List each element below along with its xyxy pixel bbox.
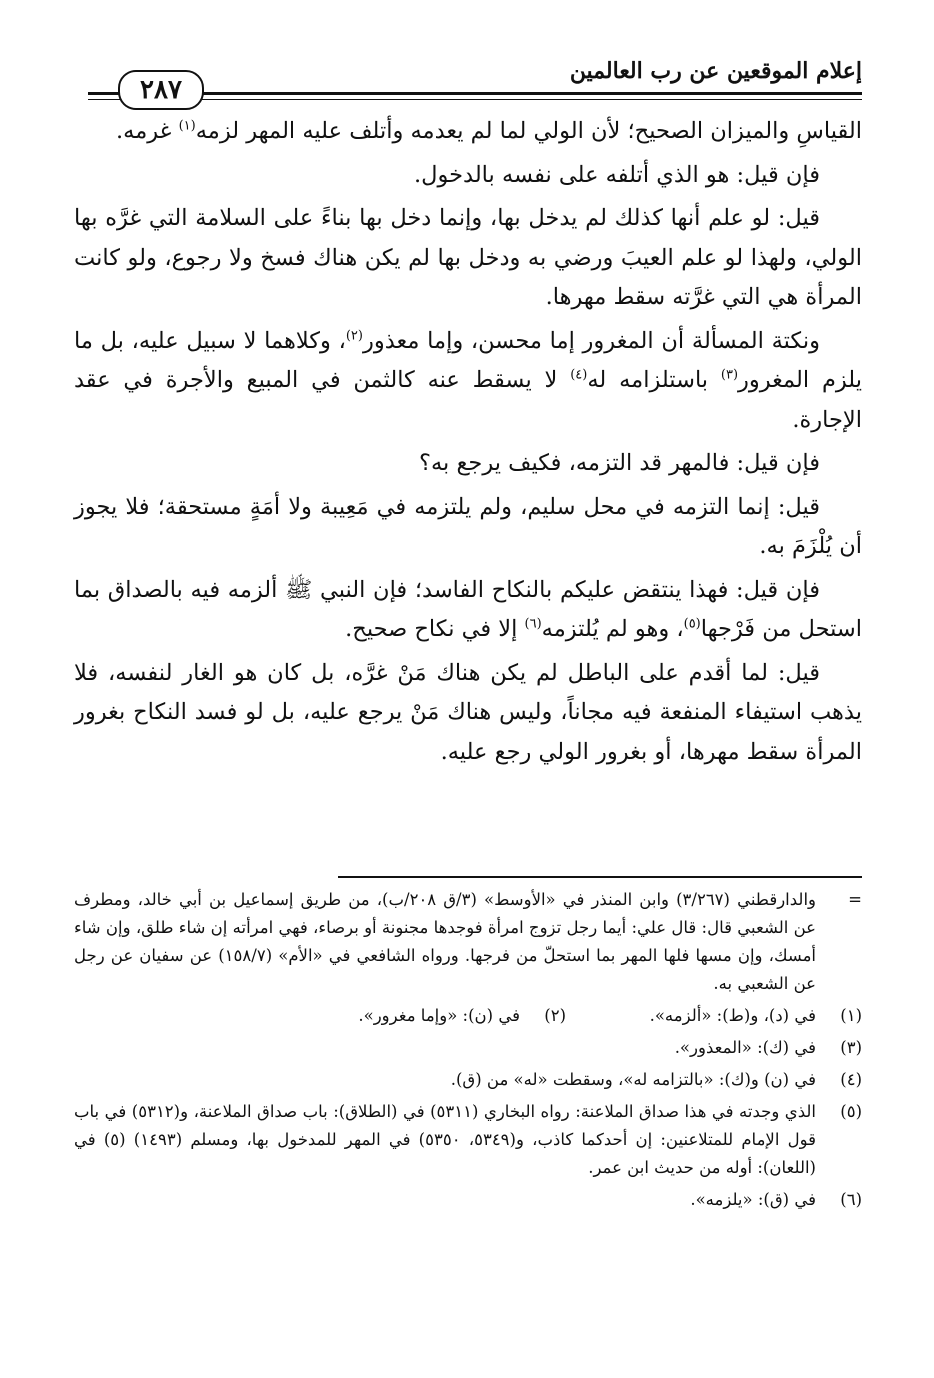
paragraph: قيل: لما أقدم على الباطل لم يكن هناك مَنْ غرَّه، بل كان هو الغار لنفسه، فلا يذهب استيفاء المنفعة فيه مجاناً، وليس هناك مَنْ يرجع عليه، بل لو فسد النكاح بغرور المرأة سقط مهرها، أو بغرور الولي رجع عليه.	[74, 659, 862, 765]
footnote: (٦) في (ق): «يلزمه».	[690, 1190, 862, 1209]
paragraph: فإن قيل: هو الذي أتلفه على نفسه بالدخول.	[413, 161, 820, 188]
footnote-ref: (٦)	[524, 616, 542, 632]
footnote: (٣) في (ك): «المعذور».	[674, 1038, 862, 1057]
footnote: (٤) في (ن) و(ك): «بالتزامه له»، وسقطت «له» من (ق).	[450, 1070, 862, 1089]
footnote-ref: (٥)	[683, 616, 701, 632]
footnote: (٥) الذي وجدته في هذا صداق الملاعنة: رواه البخاري (٥٣١١) في (الطلاق): باب صداق الملاعنة، و(٥٣١٢) في باب قول الإمام للمتلاعنين: إن أحدكما كاذب، و(٥٣٤٩، ٥٣٥٠) في المهر للمدخول بها، ومسلم (١٤٩٣) (٥) في (اللعان): أوله من حديث ابن عمر.	[74, 1102, 862, 1177]
page-number: ٢٨٧	[140, 75, 182, 105]
paragraph: ونكتة المسألة أن المغرور إما محسن، وإما معذور$^{(٢)}$، وكلاهما لا سبيل عليه، بل ما يلزم المغرور$^{(٣)}$ باستلزامه له$^{(٤)}$ لا يسقط عنه كالثمن في المبيع والأجرة في عقد الإجارة.	[74, 327, 862, 433]
main-text	[74, 112, 862, 776]
footnote-ref: (١)	[178, 118, 196, 134]
paragraph: فإن قيل: فهذا ينتقض عليكم بالنكاح الفاسد؛ فإن النبي ﷺ ألزمه فيه بالصداق بما استحل من فَرْجها$^{(٥)}$، وهو لم يُلتزمه$^{(٦)}$ إلا في نكاح صحيح.	[74, 576, 862, 642]
page-number-badge	[118, 70, 204, 110]
paragraph: فإن قيل: فالمهر قد التزمه، فكيف يرجع به؟	[419, 450, 820, 476]
footnote-separator	[338, 876, 862, 878]
footnote-ref: (٣)	[720, 367, 739, 383]
footnote-ref: (٢)	[345, 328, 363, 343]
footnote-continuation: = والدارقطني (٣/٢٦٧) وابن المنذر في «الأوسط» (٣/ق ٢٠٨/ب)، من طريق إسماعيل بن أبي خالد، ومطرف عن الشعبي قال: قال علي: أيما رجل تزوج امرأة فوجدها مجنونة أو برصاء، فهي امرأته إن شاء طلق، وإن شاء أمسك، وإن مسها فلها المهر بما استحلّ من فرجها. ورواه الشافعي في «الأم» (١٥٨/٧) عن سفيان عن رجل عن الشعبي به.	[74, 890, 862, 993]
paragraph: قيل: لو علم أنها كذلك لم يدخل بها، وإنما دخل بها بناءً على السلامة التي غرَّه بها الولي، ولهذا لو علم العيبَ ورضي به ودخل بها لم يكن هناك فسخ ولا رجوع، ولو كانت المرأة هي التي غرَّته سقط مهرها.	[74, 205, 862, 310]
paragraph: القياسِ والميزان الصحيح؛ لأن الولي لما لم يعدمه وأتلف عليه المهر لزمه$^{(١)}$ غرمه.	[115, 118, 862, 144]
footnote-ref: (٤)	[570, 367, 588, 383]
header-rule-thick	[88, 92, 862, 95]
running-header-title: إعلام الموقعين عن رب العالمين	[569, 58, 862, 84]
paragraph: قيل: إنما التزمه في محل سليم، ولم يلتزمه في مَعِيبة ولا أمَةٍ مستحقة؛ فلا يجوز أن يُلْزَمَ به.	[74, 493, 862, 559]
footnote-pair: (١) في (د)، و(ط): «ألزمه». (٢) في (ن): «وإما مغرور».	[358, 1006, 862, 1025]
header-rule-thin	[88, 99, 862, 100]
footnotes	[74, 886, 862, 1218]
